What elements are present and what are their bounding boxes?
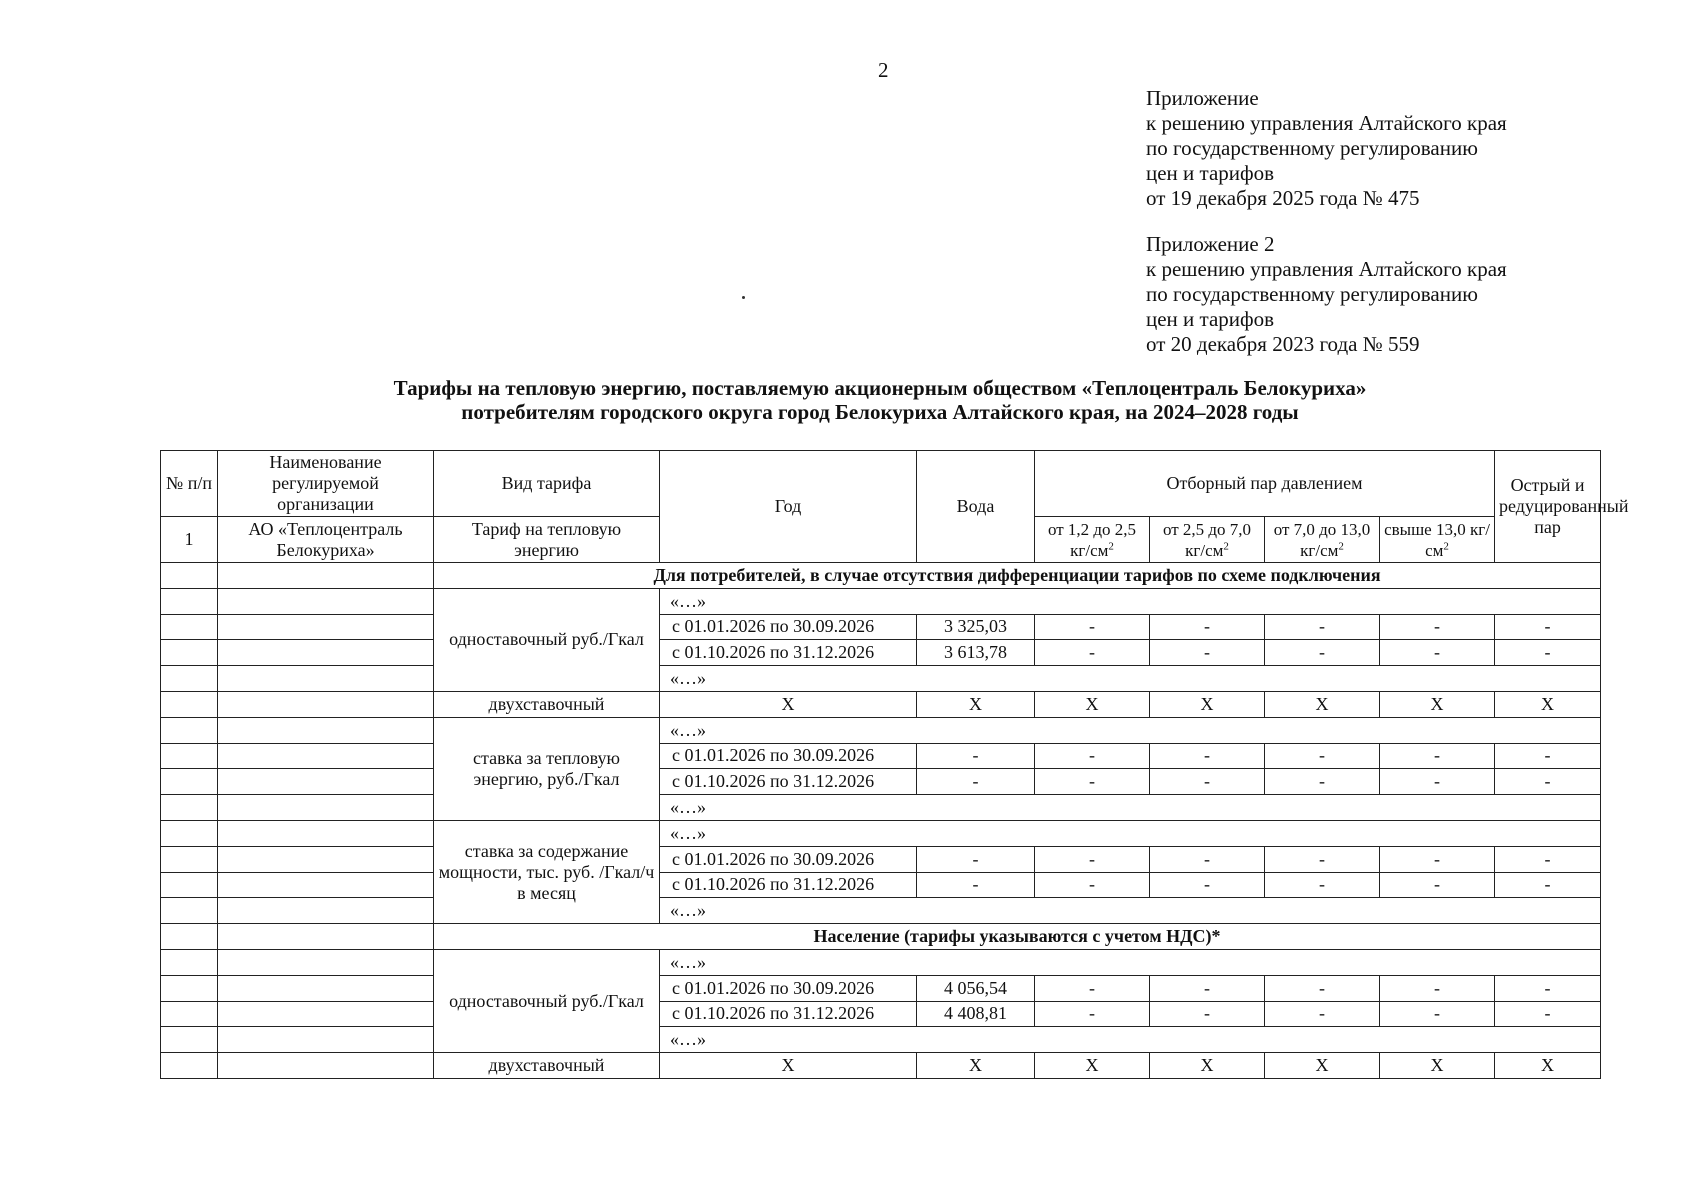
x-mark: X [1150, 1053, 1265, 1079]
tariff-label: ставка за тепловую энергию, руб./Гкал [434, 717, 660, 820]
tariff-name: Тариф на тепловую энергию [434, 517, 660, 563]
x-mark: X [1380, 1053, 1495, 1079]
header-water: Вода [917, 451, 1035, 563]
table-row [161, 1053, 1601, 1079]
dash: - [1265, 975, 1380, 1001]
period: с 01.01.2026 по 30.09.2026 [660, 743, 917, 769]
dash: - [1150, 975, 1265, 1001]
stray-dot [742, 296, 745, 299]
org-name: АО «Теплоцентраль Белокуриха» [218, 517, 434, 563]
value: 3 613,78 [917, 640, 1035, 666]
table-row [161, 588, 1601, 614]
ellipsis: «…» [660, 820, 1601, 846]
x-mark: X [1495, 691, 1601, 717]
period: с 01.10.2026 по 31.12.2026 [660, 1001, 917, 1027]
dash: - [1035, 872, 1150, 898]
dash: - [1150, 743, 1265, 769]
appendix-2-header [1146, 232, 1507, 357]
dash: - [1265, 640, 1380, 666]
dash: - [1150, 640, 1265, 666]
header-year: Год [660, 451, 917, 563]
header-steam: Отборный пар давлением [1035, 451, 1495, 517]
value: 4 056,54 [917, 975, 1035, 1001]
dash: - [1150, 769, 1265, 795]
table-row [161, 949, 1601, 975]
x-mark: X [917, 691, 1035, 717]
dash: - [1380, 846, 1495, 872]
dash: - [1265, 1001, 1380, 1027]
tariff-label: одноставочный руб./Гкал [434, 588, 660, 691]
dash: - [1495, 743, 1601, 769]
dash: - [1380, 975, 1495, 1001]
ellipsis: «…» [660, 717, 1601, 743]
dash: - [1150, 872, 1265, 898]
tariff-label: двухставочный [434, 691, 660, 717]
x-mark: X [660, 691, 917, 717]
x-mark: X [1035, 1053, 1150, 1079]
dash: - [1035, 846, 1150, 872]
section-header: Население (тарифы указываются с учетом НДС)* [434, 924, 1601, 950]
dash: - [1035, 640, 1150, 666]
ellipsis: «…» [660, 949, 1601, 975]
x-mark: X [1495, 1053, 1601, 1079]
table-row [161, 872, 1601, 898]
tariff-label: двухставочный [434, 1053, 660, 1079]
table-row [161, 691, 1601, 717]
table-row [161, 975, 1601, 1001]
x-mark: X [1380, 691, 1495, 717]
header-steam-3: от 7,0 до 13,0 $кг/см^2$ [1265, 517, 1380, 563]
dash: - [1150, 1001, 1265, 1027]
dash: - [917, 743, 1035, 769]
row-number: 1 [161, 517, 218, 563]
document-title [160, 376, 1600, 424]
table-row [161, 743, 1601, 769]
value: 4 408,81 [917, 1001, 1035, 1027]
header-org: Наименование регулируемой организации [218, 451, 434, 517]
x-mark: X [1265, 1053, 1380, 1079]
dash: - [1035, 1001, 1150, 1027]
tariff-label: одноставочный руб./Гкал [434, 949, 660, 1052]
header-steam-1: от 1,2 до 2,5 $кг/см^2$ [1035, 517, 1150, 563]
table-row [161, 769, 1601, 795]
ellipsis: «…» [660, 666, 1601, 692]
appendix-1-line: цен и тарифов [1146, 161, 1275, 185]
title-line-1: Тарифы на тепловую энергию, поставляемую акционерным обществом «Теплоцентраль Белокуриха» [393, 376, 1367, 400]
table-row [161, 717, 1601, 743]
dash: - [1495, 640, 1601, 666]
x-mark: X [1035, 691, 1150, 717]
title-line-2: потребителям городского округа город Белокуриха Алтайского края, на 2024–2028 годы [461, 400, 1299, 424]
dash: - [1035, 743, 1150, 769]
appendix-1-line: по государственному регулированию [1146, 136, 1478, 160]
table-row [161, 1027, 1601, 1053]
period: с 01.01.2026 по 30.09.2026 [660, 975, 917, 1001]
dash: - [1495, 846, 1601, 872]
x-mark: X [1265, 691, 1380, 717]
dash: - [1150, 614, 1265, 640]
header-tariff-type: Вид тарифа [434, 451, 660, 517]
table-row [161, 563, 1601, 589]
table-row [161, 846, 1601, 872]
table-row [161, 614, 1601, 640]
table-row [161, 640, 1601, 666]
dash: - [1265, 614, 1380, 640]
table-row [161, 795, 1601, 821]
dash: - [1495, 975, 1601, 1001]
dash: - [1265, 769, 1380, 795]
x-mark: X [1150, 691, 1265, 717]
header-num: № п/п [161, 451, 218, 517]
period: с 01.01.2026 по 30.09.2026 [660, 614, 917, 640]
dash: - [1265, 846, 1380, 872]
period: с 01.10.2026 по 31.12.2026 [660, 769, 917, 795]
x-mark: X [917, 1053, 1035, 1079]
dash: - [1495, 1001, 1601, 1027]
table-row [161, 924, 1601, 950]
ellipsis: «…» [660, 1027, 1601, 1053]
appendix-1-header [1146, 86, 1507, 211]
table-row [161, 1001, 1601, 1027]
dash: - [917, 846, 1035, 872]
dash: - [1380, 872, 1495, 898]
dash: - [1495, 614, 1601, 640]
dash: - [1265, 872, 1380, 898]
appendix-2-line: от 20 декабря 2023 года № 559 [1146, 332, 1420, 356]
dash: - [1035, 975, 1150, 1001]
value: 3 325,03 [917, 614, 1035, 640]
page-number: 2 [878, 58, 889, 82]
dash: - [1495, 872, 1601, 898]
dash: - [1150, 846, 1265, 872]
appendix-1-line: к решению управления Алтайского края [1146, 111, 1507, 135]
period: с 01.01.2026 по 30.09.2026 [660, 846, 917, 872]
period: с 01.10.2026 по 31.12.2026 [660, 872, 917, 898]
appendix-1-line: от 19 декабря 2025 года № 475 [1146, 186, 1420, 210]
table-row [161, 820, 1601, 846]
dash: - [1035, 769, 1150, 795]
x-mark: X [660, 1053, 917, 1079]
appendix-2-line: к решению управления Алтайского края [1146, 257, 1507, 281]
appendix-2-line: цен и тарифов [1146, 307, 1275, 331]
ellipsis: «…» [660, 795, 1601, 821]
dash: - [917, 872, 1035, 898]
dash: - [1035, 614, 1150, 640]
appendix-2-line: Приложение 2 [1146, 232, 1275, 256]
dash: - [1265, 743, 1380, 769]
dash: - [1380, 640, 1495, 666]
header-sharp-steam: Острый и редуцированный пар [1495, 451, 1601, 563]
dash: - [1495, 769, 1601, 795]
section-header: Для потребителей, в случае отсутствия дифференциации тарифов по схеме подключения [434, 563, 1601, 589]
appendix-1-line: Приложение [1146, 86, 1259, 110]
dash: - [1380, 1001, 1495, 1027]
tariff-table [160, 450, 1629, 1079]
header-steam-4: свыше 13,0 $кг/см^2$ [1380, 517, 1495, 563]
table-row [161, 666, 1601, 692]
ellipsis: «…» [660, 588, 1601, 614]
dash: - [917, 769, 1035, 795]
ellipsis: «…» [660, 898, 1601, 924]
dash: - [1380, 743, 1495, 769]
appendix-2-line: по государственному регулированию [1146, 282, 1478, 306]
dash: - [1380, 614, 1495, 640]
period: с 01.10.2026 по 31.12.2026 [660, 640, 917, 666]
header-steam-2: от 2,5 до 7,0 $кг/см^2$ [1150, 517, 1265, 563]
table-row [161, 898, 1601, 924]
tariff-label: ставка за содержание мощности, тыс. руб. /Гкал/ч в месяц [434, 820, 660, 923]
dash: - [1380, 769, 1495, 795]
